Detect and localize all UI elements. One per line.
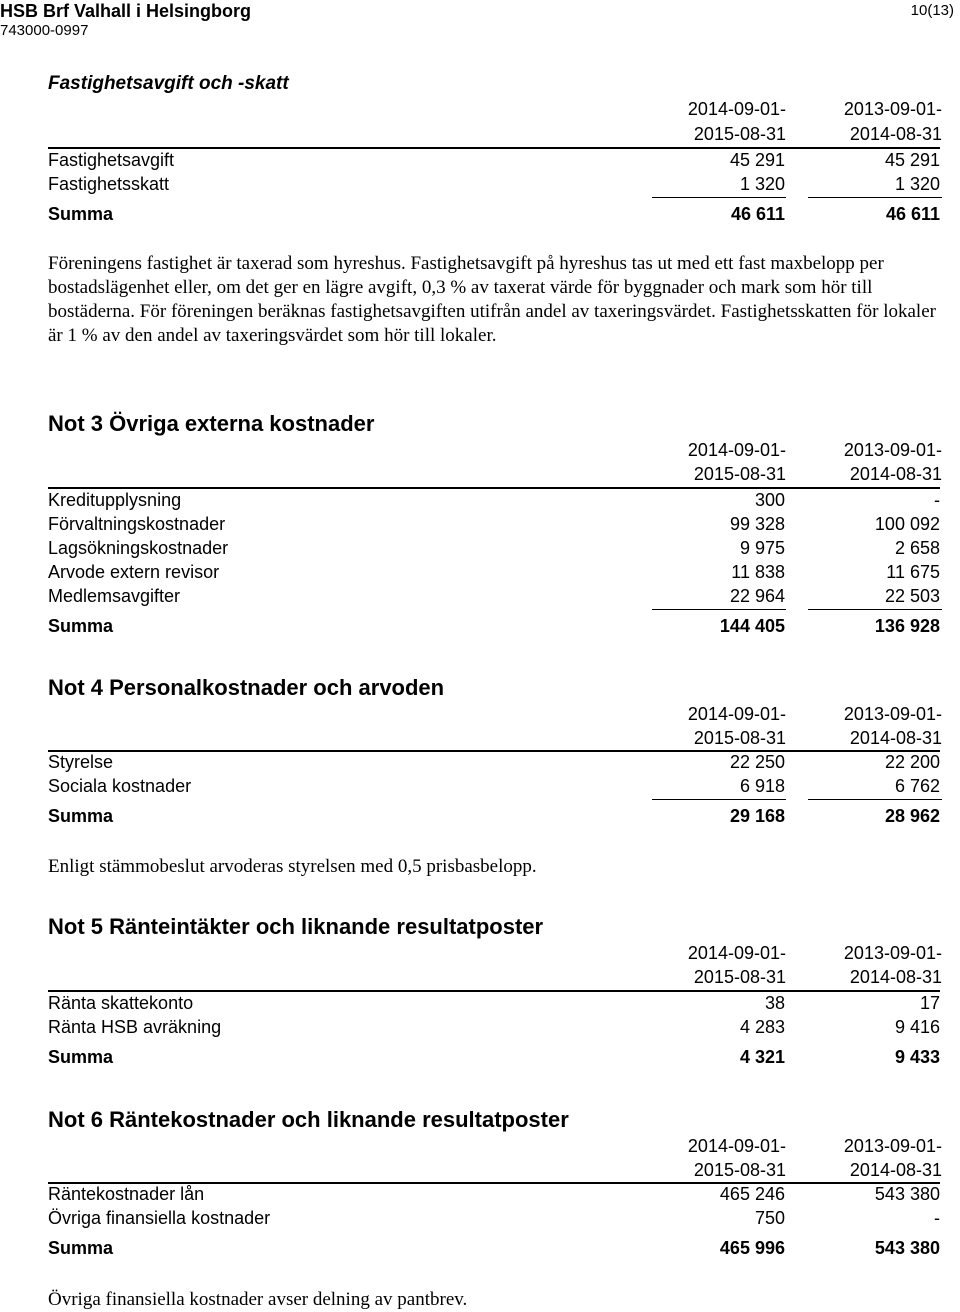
row-value-previous: 45 291 bbox=[884, 150, 940, 170]
row-value-current: 99 328 bbox=[729, 514, 785, 534]
row-value-current: 45 291 bbox=[729, 150, 785, 170]
sum-label: Summa bbox=[48, 616, 114, 636]
sum-rule bbox=[652, 197, 786, 198]
period-header-previous-start: 2013-09-01- bbox=[843, 99, 942, 119]
period-header-current-end: 2015-08-31 bbox=[693, 124, 786, 144]
period-header-previous-end: 2014-08-31 bbox=[849, 124, 942, 144]
sum-label: Summa bbox=[48, 204, 114, 224]
sum-value-previous: 9 433 bbox=[894, 1047, 940, 1067]
note-paragraph: Enligt stämmobeslut arvoderas styrelsen med 0,5 prisbasbelopp. bbox=[48, 856, 537, 877]
row-value-current: 38 bbox=[764, 993, 785, 1013]
table-row bbox=[48, 750, 940, 774]
explanation-paragraph: Föreningens fastighet är taxerad som hyreshus. Fastighetsavgift på hyreshus tas ut med ett fast maxbelopp per bostadslägenhet eller, om det ger en lägre avgift, 0,3 % av taxerat värde för byggnader och mark som hör till bostäderna. För föreningen beräknas fastighetsavgiften utifrån andel av taxeringsvärdet. Fastighetsskatten för lokaler är 1 % av den andel av taxeringsvärdet som hör till lokaler. bbox=[48, 253, 936, 346]
period-header-previous-end: 2014-08-31 bbox=[849, 728, 942, 748]
organization-number: 743000-0997 bbox=[0, 22, 89, 39]
note-title: Not 4 Personalkostnader och arvoden bbox=[48, 675, 445, 700]
sum-label: Summa bbox=[48, 1047, 114, 1067]
table-row bbox=[48, 1182, 940, 1206]
row-label: Fastighetsskatt bbox=[48, 174, 170, 194]
sum-row bbox=[48, 1045, 940, 1069]
row-value-previous: 11 675 bbox=[886, 562, 940, 582]
period-header-previous-start: 2013-09-01- bbox=[843, 943, 942, 963]
sum-label: Summa bbox=[48, 1238, 114, 1258]
table-row bbox=[48, 488, 940, 512]
row-value-previous: 100 092 bbox=[874, 514, 940, 534]
row-label: Lagsökningskostnader bbox=[48, 538, 229, 558]
period-header-current-start: 2014-09-01- bbox=[687, 1136, 786, 1156]
row-value-previous: - bbox=[934, 490, 940, 510]
row-label: Förvaltningskostnader bbox=[48, 514, 226, 534]
sum-row bbox=[48, 804, 940, 828]
table-row bbox=[48, 1015, 940, 1039]
period-header-previous-start: 2013-09-01- bbox=[843, 704, 942, 724]
sum-value-previous: 46 611 bbox=[885, 204, 940, 224]
row-value-previous: 9 416 bbox=[894, 1017, 940, 1037]
table-row bbox=[48, 512, 940, 536]
sum-rule bbox=[652, 799, 786, 800]
sum-label: Summa bbox=[48, 806, 114, 826]
row-label: Övriga finansiella kostnader bbox=[48, 1208, 271, 1228]
table-row bbox=[48, 536, 940, 560]
row-label: Kreditupplysning bbox=[48, 490, 182, 510]
table-row bbox=[48, 1206, 940, 1230]
sum-value-previous: 543 380 bbox=[874, 1238, 940, 1258]
row-value-previous: 2 658 bbox=[894, 538, 940, 558]
period-header-current-start: 2014-09-01- bbox=[687, 99, 786, 119]
row-value-previous: 22 200 bbox=[884, 752, 940, 772]
row-value-previous: 6 762 bbox=[894, 776, 940, 796]
row-value-current: 4 283 bbox=[739, 1017, 785, 1037]
row-label: Räntekostnader lån bbox=[48, 1184, 205, 1204]
row-value-previous: 22 503 bbox=[884, 586, 940, 606]
section-title: Fastighetsavgift och -skatt bbox=[48, 73, 289, 94]
table-row bbox=[48, 148, 940, 172]
sum-row bbox=[48, 202, 940, 226]
note-title: Not 3 Övriga externa kostnader bbox=[48, 411, 375, 436]
period-header-current-end: 2015-08-31 bbox=[693, 1160, 786, 1180]
row-value-previous: 543 380 bbox=[874, 1184, 940, 1204]
table-row bbox=[48, 991, 940, 1015]
row-value-current: 22 250 bbox=[729, 752, 785, 772]
period-header-previous-start: 2013-09-01- bbox=[843, 1136, 942, 1156]
period-header-current-end: 2015-08-31 bbox=[693, 464, 786, 484]
row-value-current: 465 246 bbox=[719, 1184, 785, 1204]
period-header-previous-end: 2014-08-31 bbox=[849, 464, 942, 484]
page-number: 10(13) bbox=[910, 2, 954, 19]
row-value-current: 750 bbox=[754, 1208, 785, 1228]
row-label: Medlemsavgifter bbox=[48, 586, 181, 606]
period-header-previous-end: 2014-08-31 bbox=[849, 1160, 942, 1180]
sum-value-current: 29 168 bbox=[729, 806, 785, 826]
table-row bbox=[48, 584, 940, 608]
period-header-current-start: 2014-09-01- bbox=[687, 704, 786, 724]
row-value-current: 6 918 bbox=[739, 776, 785, 796]
note-title: Not 5 Ränteintäkter och liknande resultatposter bbox=[48, 914, 544, 939]
row-value-current: 11 838 bbox=[731, 562, 785, 582]
period-header-previous-end: 2014-08-31 bbox=[849, 967, 942, 987]
row-label: Arvode extern revisor bbox=[48, 562, 220, 582]
sum-value-current: 4 321 bbox=[739, 1047, 785, 1067]
row-value-current: 1 320 bbox=[739, 174, 785, 194]
note-paragraph: Övriga finansiella kostnader avser delning av pantbrev. bbox=[48, 1289, 468, 1310]
period-header-current-end: 2015-08-31 bbox=[693, 728, 786, 748]
row-value-current: 9 975 bbox=[739, 538, 785, 558]
period-header-current-start: 2014-09-01- bbox=[687, 440, 786, 460]
period-header-current-end: 2015-08-31 bbox=[693, 967, 786, 987]
table-row bbox=[48, 774, 940, 798]
sum-rule bbox=[808, 197, 942, 198]
period-header-current-start: 2014-09-01- bbox=[687, 943, 786, 963]
row-label: Fastighetsavgift bbox=[48, 150, 175, 170]
row-label: Sociala kostnader bbox=[48, 776, 192, 796]
sum-value-previous: 136 928 bbox=[874, 616, 940, 636]
sum-value-current: 144 405 bbox=[719, 616, 785, 636]
period-header-previous-start: 2013-09-01- bbox=[843, 440, 942, 460]
sum-value-current: 46 611 bbox=[730, 204, 785, 224]
row-label: Styrelse bbox=[48, 752, 114, 772]
sum-rule bbox=[652, 609, 786, 610]
organization-name: HSB Brf Valhall i Helsingborg bbox=[0, 1, 252, 21]
sum-value-current: 465 996 bbox=[719, 1238, 785, 1258]
row-value-current: 300 bbox=[754, 490, 785, 510]
sum-rule bbox=[808, 609, 942, 610]
sum-value-previous: 28 962 bbox=[884, 806, 940, 826]
row-label: Ränta HSB avräkning bbox=[48, 1017, 222, 1037]
row-value-previous: 17 bbox=[919, 993, 940, 1013]
row-value-current: 22 964 bbox=[729, 586, 785, 606]
note-title: Not 6 Räntekostnader och liknande resultatposter bbox=[48, 1107, 569, 1132]
row-value-previous: - bbox=[934, 1208, 940, 1228]
row-value-previous: 1 320 bbox=[894, 174, 940, 194]
sum-row bbox=[48, 1236, 940, 1260]
table-row bbox=[48, 172, 940, 196]
sum-rule bbox=[808, 799, 942, 800]
row-label: Ränta skattekonto bbox=[48, 993, 194, 1013]
table-row bbox=[48, 560, 940, 584]
sum-row bbox=[48, 614, 940, 638]
